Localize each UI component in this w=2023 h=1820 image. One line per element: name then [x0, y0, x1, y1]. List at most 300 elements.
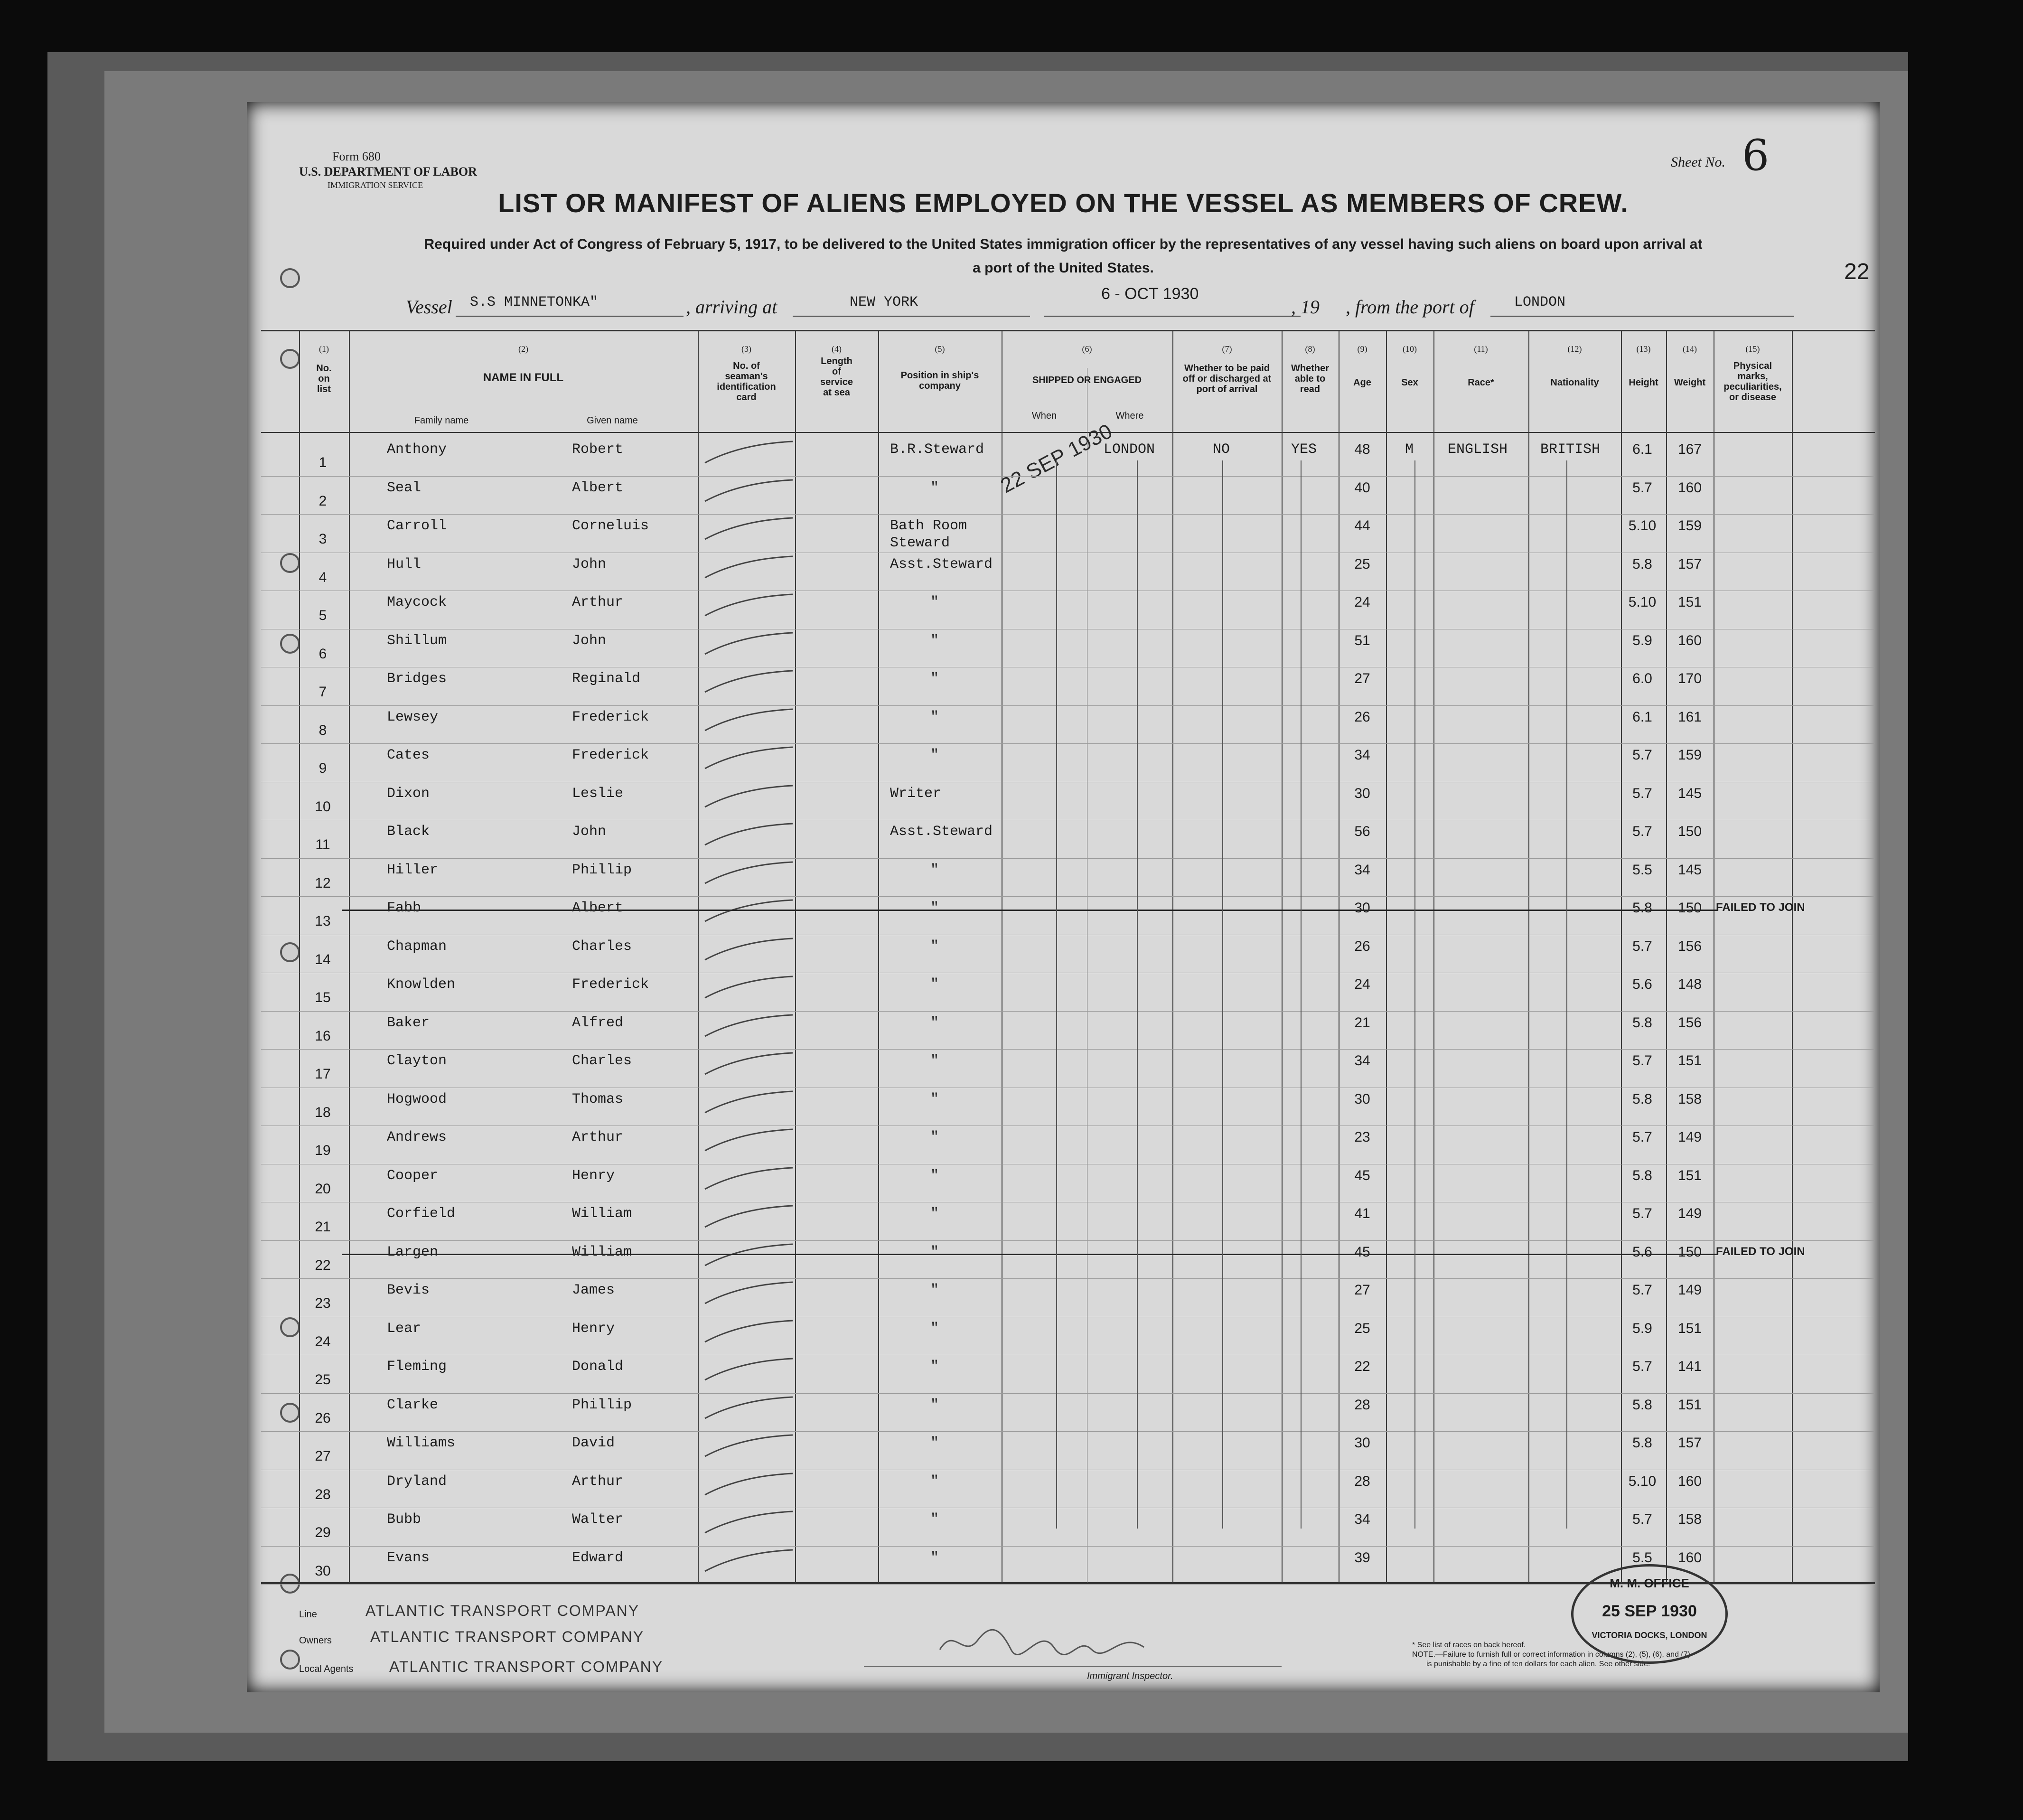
- column-divider: [1172, 330, 1173, 1583]
- position: ": [930, 709, 939, 725]
- seaman-card-mark: [702, 1089, 797, 1120]
- family-name: Baker: [387, 1014, 430, 1031]
- row-number: 16: [315, 1028, 331, 1044]
- given-name: Walter: [572, 1511, 624, 1528]
- arrival-port: NEW YORK: [850, 294, 918, 310]
- seaman-card-mark: [702, 1318, 797, 1349]
- family-name: Bridges: [387, 671, 447, 687]
- row-rule: [261, 1278, 1875, 1279]
- weight: 158: [1677, 1091, 1702, 1107]
- age: 30: [1354, 1091, 1370, 1107]
- row-number: 5: [318, 608, 327, 623]
- col-head-sex: Sex: [1401, 377, 1418, 388]
- ditto-line: [1301, 460, 1302, 1529]
- weight: 158: [1677, 1511, 1702, 1527]
- vessel-label: Vessel: [406, 296, 452, 318]
- weight: 156: [1677, 1014, 1702, 1031]
- age: 28: [1354, 1473, 1370, 1489]
- inspector-signature: [935, 1621, 1153, 1666]
- mm-stamp-bottom: VICTORIA DOCKS, LONDON: [1592, 1631, 1707, 1640]
- sheet-label: Sheet No.: [1671, 154, 1725, 170]
- height: 5.7: [1632, 1129, 1652, 1145]
- local-agents-label: Local Agents: [299, 1664, 354, 1674]
- row-number: 20: [315, 1181, 331, 1197]
- row-rule: [261, 1393, 1875, 1394]
- position: ": [930, 1473, 939, 1490]
- position: ": [930, 938, 939, 955]
- height: 5.10: [1628, 518, 1657, 534]
- row-number: 27: [315, 1448, 331, 1464]
- subtitle-line-2: a port of the United States.: [973, 260, 1154, 276]
- column-divider: [1433, 330, 1434, 1583]
- column-divider: [1666, 330, 1667, 1583]
- seaman-card-mark: [702, 821, 797, 852]
- row-number: 7: [318, 684, 327, 700]
- from-port-underline: [1490, 316, 1794, 317]
- year-label: , 19: [1291, 296, 1320, 318]
- height: 6.0: [1632, 671, 1652, 686]
- family-name: Corfield: [387, 1206, 456, 1222]
- subhead-when: When: [1031, 411, 1057, 421]
- height: 5.7: [1632, 1359, 1652, 1374]
- seaman-card-mark: [702, 516, 797, 546]
- given-name: Reginald: [572, 671, 641, 687]
- col-num-15: (15): [1745, 344, 1760, 354]
- col-num-3: (3): [741, 344, 751, 354]
- race: ENGLISH: [1448, 441, 1508, 458]
- manifest-page: [247, 102, 1880, 1692]
- able-to-read: YES: [1291, 441, 1317, 458]
- seaman-card-mark: [702, 1165, 797, 1196]
- agents-company-stamp: ATLANTIC TRANSPORT COMPANY: [389, 1658, 664, 1675]
- row-number: 2: [318, 493, 327, 509]
- given-name: Frederick: [572, 976, 649, 993]
- family-name: Fabb: [387, 900, 421, 916]
- seaman-card-mark: [702, 1203, 797, 1234]
- family-name: Lewsey: [387, 709, 439, 725]
- col-head-age: Age: [1353, 377, 1371, 388]
- remarks: FAILED TO JOIN: [1716, 901, 1805, 914]
- given-name: Thomas: [572, 1091, 624, 1107]
- ditto-line: [1137, 460, 1138, 1529]
- seaman-card-mark: [702, 1051, 797, 1081]
- remarks: FAILED TO JOIN: [1716, 1245, 1805, 1258]
- given-name: David: [572, 1435, 615, 1451]
- row-number: 3: [318, 531, 327, 547]
- position: ": [930, 1129, 939, 1145]
- col-num-6: (6): [1082, 344, 1092, 354]
- shipped-date-stamp: 22 SEP 1930: [997, 419, 1116, 498]
- age: 25: [1354, 1320, 1370, 1336]
- height: 5.9: [1632, 632, 1652, 648]
- department-name: U.S. DEPARTMENT OF LABOR: [299, 165, 477, 178]
- row-number: 21: [315, 1219, 331, 1235]
- row-number: 17: [315, 1066, 331, 1082]
- height: 5.7: [1632, 824, 1652, 839]
- line-company-stamp: ATLANTIC TRANSPORT COMPANY: [365, 1602, 640, 1619]
- seaman-card-mark: [702, 898, 797, 929]
- page-number: 22: [1844, 259, 1870, 284]
- races-note: * See list of races on back hereof.: [1412, 1641, 1526, 1649]
- given-name: John: [572, 556, 607, 572]
- age: 24: [1354, 594, 1370, 610]
- row-number: 30: [315, 1563, 331, 1579]
- weight: 161: [1677, 709, 1702, 725]
- column-divider: [1528, 330, 1529, 1583]
- family-name: Lear: [387, 1320, 421, 1337]
- strike-through-line: [342, 910, 1718, 911]
- weight: 151: [1677, 1397, 1702, 1413]
- position: ": [930, 1511, 939, 1528]
- seaman-card-mark: [702, 860, 797, 891]
- weight: 150: [1677, 824, 1702, 839]
- position: B.R.Steward: [890, 441, 984, 458]
- sheet-number: 6: [1742, 131, 1770, 180]
- given-name: Arthur: [572, 1129, 624, 1145]
- subhead-given-name: Given name: [587, 415, 638, 426]
- row-number: 25: [315, 1372, 331, 1388]
- weight: 160: [1677, 479, 1702, 496]
- col-head-no: No. on list: [316, 363, 332, 394]
- position: ": [930, 1320, 939, 1337]
- position: Writer: [890, 785, 942, 802]
- ditto-line: [1222, 460, 1223, 1529]
- position: ": [930, 1435, 939, 1451]
- height: 5.9: [1632, 1320, 1652, 1336]
- height: 5.7: [1632, 785, 1652, 801]
- position: ": [930, 1053, 939, 1069]
- sex: M: [1405, 441, 1414, 458]
- weight: 148: [1677, 976, 1702, 992]
- given-name: John: [572, 824, 607, 840]
- column-divider: [1621, 330, 1622, 1583]
- height: 5.8: [1632, 900, 1652, 916]
- col-num-1: (1): [319, 344, 329, 354]
- col-head-seaman-card: No. of seaman's identification card: [717, 361, 776, 403]
- seaman-card-mark: [702, 936, 797, 967]
- weight: 145: [1677, 785, 1702, 801]
- column-divider: [1282, 330, 1283, 1583]
- row-number: 29: [315, 1525, 331, 1540]
- family-name: Seal: [387, 479, 421, 496]
- weight: 160: [1677, 1473, 1702, 1489]
- age: 26: [1354, 938, 1370, 954]
- age: 28: [1354, 1397, 1370, 1413]
- seaman-card-mark: [702, 1509, 797, 1540]
- family-name: Cooper: [387, 1167, 439, 1184]
- weight: 149: [1677, 1206, 1702, 1221]
- strike-through-line: [342, 1254, 1718, 1255]
- given-name: Frederick: [572, 709, 649, 725]
- ditto-line: [1414, 460, 1415, 1529]
- height: 5.6: [1632, 1244, 1652, 1260]
- weight: 159: [1677, 518, 1702, 534]
- col-head-race: Race*: [1468, 377, 1494, 388]
- mm-stamp-date: 25 SEP 1930: [1602, 1602, 1697, 1620]
- given-name: Frederick: [572, 747, 649, 763]
- service-name: IMMIGRATION SERVICE: [328, 180, 423, 190]
- family-name: Cates: [387, 747, 430, 763]
- weight: 151: [1677, 1167, 1702, 1183]
- ditto-line: [1566, 460, 1567, 1529]
- family-name: Evans: [387, 1549, 430, 1566]
- height: 5.5: [1632, 1549, 1652, 1566]
- row-rule: [261, 514, 1875, 515]
- failure-note-1: NOTE.—Failure to furnish full or correct information in columns (2), (5), (6), and (7): [1412, 1651, 1690, 1659]
- given-name: Donald: [572, 1359, 624, 1375]
- col-head-physical-marks: Physical marks, peculiarities, or disease: [1723, 361, 1782, 403]
- height: 5.7: [1632, 747, 1652, 763]
- age: 30: [1354, 785, 1370, 801]
- height: 5.8: [1632, 1014, 1652, 1031]
- row-rule: [261, 1049, 1875, 1050]
- position: ": [930, 862, 939, 878]
- position: ": [930, 1206, 939, 1222]
- paid-off: NO: [1213, 441, 1230, 458]
- seaman-card-mark: [702, 707, 797, 738]
- family-name: Bubb: [387, 1511, 421, 1528]
- family-name: Andrews: [387, 1129, 447, 1145]
- family-name: Carroll: [387, 518, 447, 534]
- weight: 160: [1677, 632, 1702, 648]
- given-name: Robert: [572, 441, 624, 458]
- age: 22: [1354, 1359, 1370, 1374]
- seaman-card-mark: [702, 630, 797, 661]
- row-rule: [261, 705, 1875, 706]
- seaman-card-mark: [702, 554, 797, 585]
- given-name: Henry: [572, 1167, 615, 1184]
- page-title: LIST OR MANIFEST OF ALIENS EMPLOYED ON THE VESSEL AS MEMBERS OF CREW.: [498, 188, 1629, 218]
- col-num-8: (8): [1305, 344, 1315, 354]
- col-num-10: (10): [1403, 344, 1417, 354]
- row-rule: [261, 896, 1875, 897]
- row-number: 9: [318, 760, 327, 776]
- subhead-where: Where: [1115, 411, 1144, 421]
- given-name: Albert: [572, 900, 624, 916]
- height: 5.10: [1628, 594, 1657, 610]
- height: 6.1: [1632, 709, 1652, 725]
- age: 34: [1354, 862, 1370, 878]
- weight: 151: [1677, 594, 1702, 610]
- position: ": [930, 976, 939, 993]
- age: 30: [1354, 900, 1370, 916]
- seaman-card-mark: [702, 1127, 797, 1158]
- given-name: Corneluis: [572, 518, 649, 534]
- position: ": [930, 1167, 939, 1184]
- nationality: BRITISH: [1540, 441, 1601, 458]
- position: ": [930, 900, 939, 916]
- shipped-where: LONDON: [1104, 441, 1155, 458]
- given-name: Charles: [572, 1053, 632, 1069]
- height: 5.8: [1632, 1435, 1652, 1451]
- given-name: John: [572, 632, 607, 649]
- family-name: Anthony: [387, 441, 447, 458]
- owners-company-stamp: ATLANTIC TRANSPORT COMPANY: [370, 1628, 645, 1645]
- age: 34: [1354, 1511, 1370, 1527]
- weight: 157: [1677, 1435, 1702, 1451]
- date-underline: [1044, 316, 1301, 317]
- binder-hole: [280, 1650, 300, 1670]
- weight: 145: [1677, 862, 1702, 878]
- family-name: Black: [387, 824, 430, 840]
- col-num-13: (13): [1636, 344, 1651, 354]
- inspector-label: Immigrant Inspector.: [1087, 1671, 1173, 1681]
- subhead-family-name: Family name: [414, 415, 469, 426]
- given-name: Edward: [572, 1549, 624, 1566]
- row-number: 23: [315, 1295, 331, 1311]
- seaman-card-mark: [702, 592, 797, 623]
- position: ": [930, 671, 939, 687]
- age: 26: [1354, 709, 1370, 725]
- weight: 160: [1677, 1549, 1702, 1566]
- seaman-card-mark: [702, 745, 797, 776]
- given-name: Phillip: [572, 862, 632, 878]
- arriving-label: , arriving at: [686, 296, 777, 318]
- family-name: Dryland: [387, 1473, 447, 1490]
- given-name: Albert: [572, 479, 624, 496]
- height: 5.7: [1632, 1282, 1652, 1298]
- height: 5.10: [1628, 1473, 1657, 1489]
- vessel-name: S.S MINNETONKA": [470, 294, 599, 310]
- position: Bath Room: [890, 518, 967, 534]
- weight: 151: [1677, 1320, 1702, 1336]
- col-head-service-length: Length of service at sea: [820, 356, 853, 398]
- col-num-7: (7): [1222, 344, 1232, 354]
- ditto-line: [1056, 460, 1057, 1529]
- vessel-underline: [456, 316, 684, 317]
- seaman-card-mark: [702, 478, 797, 508]
- age: 39: [1354, 1549, 1370, 1566]
- col-head-position: Position in ship's company: [900, 370, 979, 391]
- weight: 151: [1677, 1053, 1702, 1069]
- height: 5.7: [1632, 938, 1652, 954]
- given-name: Alfred: [572, 1014, 624, 1031]
- arrival-date-stamp: 6 - OCT 1930: [1101, 285, 1199, 303]
- given-name: James: [572, 1282, 615, 1298]
- binder-hole: [280, 268, 300, 288]
- given-name: Charles: [572, 938, 632, 955]
- height: 5.7: [1632, 1206, 1652, 1221]
- row-number: 26: [315, 1410, 331, 1426]
- form-number: Form 680: [332, 150, 381, 163]
- col-num-2: (2): [518, 344, 528, 354]
- seaman-card-mark: [702, 974, 797, 1005]
- row-number: 15: [315, 990, 331, 1005]
- height: 5.7: [1632, 1511, 1652, 1527]
- seaman-card-mark: [702, 1356, 797, 1387]
- column-divider: [1792, 330, 1793, 1583]
- row-number: 18: [315, 1104, 331, 1120]
- col-head-weight: Weight: [1674, 377, 1706, 388]
- weight: 167: [1677, 441, 1702, 457]
- age: 51: [1354, 632, 1370, 648]
- row-rule: [261, 1240, 1875, 1241]
- row-number: 28: [315, 1486, 331, 1502]
- row-number: 4: [318, 569, 327, 585]
- weight: 149: [1677, 1282, 1702, 1298]
- age: 45: [1354, 1167, 1370, 1183]
- from-port-label: , from the port of: [1346, 296, 1474, 318]
- given-name: Phillip: [572, 1397, 632, 1413]
- position: Asst.Steward: [890, 556, 993, 572]
- position: ": [930, 1091, 939, 1107]
- height: 5.8: [1632, 1091, 1652, 1107]
- weight: 157: [1677, 556, 1702, 572]
- family-name: Knowlden: [387, 976, 456, 993]
- row-rule: [261, 1546, 1875, 1547]
- given-name: Arthur: [572, 1473, 624, 1490]
- mm-office-stamp: [1571, 1564, 1728, 1664]
- age: 30: [1354, 1435, 1370, 1451]
- age: 44: [1354, 518, 1370, 534]
- col-head-height: Height: [1629, 377, 1658, 388]
- row-number: 10: [315, 798, 331, 815]
- position: Asst.Steward: [890, 824, 993, 840]
- family-name: Maycock: [387, 594, 447, 610]
- row-number: 6: [318, 646, 327, 662]
- age: 34: [1354, 1053, 1370, 1069]
- col-head-nationality: Nationality: [1550, 377, 1599, 388]
- row-number: 19: [315, 1143, 331, 1158]
- age: 27: [1354, 671, 1370, 686]
- row-rule: [261, 476, 1875, 477]
- row-number: 1: [318, 455, 327, 470]
- row-number: 11: [315, 837, 330, 853]
- family-name: Dixon: [387, 785, 430, 802]
- height: 5.6: [1632, 976, 1652, 992]
- given-name: Henry: [572, 1320, 615, 1337]
- age: 45: [1354, 1244, 1370, 1260]
- height: 5.8: [1632, 1167, 1652, 1183]
- col-num-11: (11): [1474, 344, 1488, 354]
- row-number: 12: [315, 875, 331, 891]
- weight: 170: [1677, 671, 1702, 686]
- inspector-underline: [864, 1666, 1282, 1667]
- col-num-5: (5): [935, 344, 945, 354]
- seaman-card-mark: [702, 668, 797, 699]
- position: ": [930, 632, 939, 649]
- row-rule: [261, 743, 1875, 744]
- weight: 150: [1677, 900, 1702, 916]
- col-head-read: Whether able to read: [1291, 363, 1329, 394]
- seaman-card-mark: [702, 1242, 797, 1273]
- departure-port: LONDON: [1514, 294, 1566, 310]
- family-name: Hull: [387, 556, 421, 572]
- row-number: 8: [318, 722, 327, 738]
- column-divider: [299, 330, 300, 1583]
- row-number: 22: [315, 1257, 331, 1273]
- seaman-card-mark: [702, 1280, 797, 1311]
- family-name: Clayton: [387, 1053, 447, 1069]
- age: 25: [1354, 556, 1370, 572]
- height: 5.7: [1632, 1053, 1652, 1069]
- family-name: Williams: [387, 1435, 456, 1451]
- col-head-name: NAME IN FULL: [483, 371, 564, 384]
- row-rule: [261, 1011, 1875, 1012]
- column-divider: [1386, 330, 1387, 1583]
- height: 5.5: [1632, 862, 1652, 878]
- height: 5.8: [1632, 1397, 1652, 1413]
- seaman-card-mark: [702, 783, 797, 814]
- position-line-2: Steward: [890, 535, 950, 551]
- weight: 141: [1677, 1359, 1702, 1374]
- age: 40: [1354, 479, 1370, 496]
- weight: 150: [1677, 1244, 1702, 1260]
- seaman-card-mark: [702, 439, 797, 470]
- col-head-paid-off: Whether to be paid off or discharged at port of arrival: [1182, 363, 1272, 394]
- age: 41: [1354, 1206, 1370, 1221]
- family-name: Bevis: [387, 1282, 430, 1298]
